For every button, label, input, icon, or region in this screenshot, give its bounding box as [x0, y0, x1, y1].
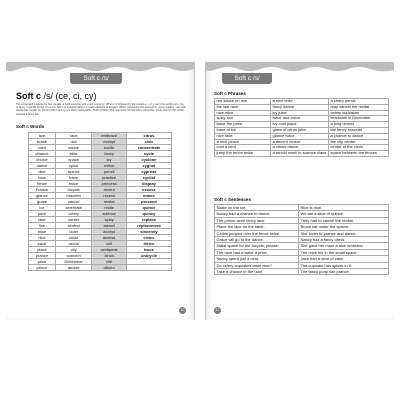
phrase-cell: nice face [215, 133, 271, 139]
word-cell: celery [55, 211, 91, 217]
phrase-cell: space between the fences [329, 151, 389, 157]
phrase-cell: a rancid smell in science class [271, 151, 329, 157]
left-page [6, 62, 195, 320]
phrase-cell: a chance to dance [329, 133, 389, 139]
word-cell: twice [55, 181, 91, 187]
phrase-cell: spicy rice [215, 116, 271, 122]
word-cell: dice [29, 169, 56, 175]
sentence-cell: The mice hid in the small space. [299, 249, 389, 255]
word-cell: glance [29, 193, 56, 199]
word-cell: space [55, 157, 91, 163]
sentence-cell: Skate on the ice. [215, 205, 299, 211]
word-cell: display [126, 181, 171, 187]
word-cell: December [55, 259, 91, 265]
word-cell: price [29, 259, 56, 265]
phrase-cell: a sharp pencil [329, 99, 389, 105]
word-cell: quince [126, 205, 171, 211]
word-cell: pace [29, 241, 56, 247]
word-cell: recent [92, 187, 127, 193]
word-cell: circus [55, 241, 91, 247]
word-cell: bracelet [55, 193, 91, 199]
word-cell: lace [29, 217, 56, 223]
word-cell: embrace [92, 133, 127, 139]
phrase-cell: may cancel the recital [329, 104, 389, 110]
soft-c-words-table [28, 132, 172, 271]
phrase-cell: a nice pencil [215, 139, 271, 145]
sentence-cell: The cupcake has spices in it. [299, 262, 389, 268]
word-cell: proceed [126, 199, 171, 205]
word-cell: decide [55, 265, 91, 271]
word-cell: cyclone [126, 157, 171, 163]
table-row [29, 265, 172, 271]
right-page [205, 62, 394, 320]
words-table-wrap [28, 132, 172, 271]
word-cell: civics [126, 235, 171, 241]
sentence-cell: Nancy has a fancy dress. [299, 237, 389, 243]
word-cell: civic [126, 139, 171, 145]
sentence-cell: The prince wore fancy lace. [215, 217, 299, 223]
phrase-cell: celery cupcakes [329, 110, 389, 116]
title-main: Soft c [16, 91, 42, 101]
sentences-heading: Soft c Sentences [214, 197, 252, 202]
word-cell: pencil [92, 169, 127, 175]
word-cell: cite [92, 259, 127, 265]
open-book-spread [0, 62, 400, 320]
title-pronunciation: /s/ (ce, ci, cy) [43, 91, 97, 101]
word-cell: chance [29, 151, 56, 157]
word-cell: sauce [55, 145, 91, 151]
word-cell: cider [55, 229, 91, 235]
phrase-cell: trace of ice [215, 127, 271, 133]
word-cell: except [92, 139, 127, 145]
word-cell: science [92, 211, 127, 217]
word-cell: sincerely [126, 229, 171, 235]
word-cell: race [55, 133, 91, 139]
phrase-cell: the last race [215, 104, 271, 110]
word-cell: cyclist [126, 175, 171, 181]
phrase-cell: twice the price [215, 122, 271, 128]
word-cell: notice [92, 163, 127, 169]
word-cell: truce [126, 247, 171, 253]
sentence-cell: Take a chance in the race. [215, 269, 299, 275]
phrase-cell: icy cold place [271, 122, 329, 128]
word-cell: replacement [126, 223, 171, 229]
phrase-cell: jump the fence twice [215, 151, 271, 157]
phrase-cell: glass of citrus juice [271, 127, 329, 133]
word-cell: bicycle [55, 187, 91, 193]
word-cell: cycle [126, 151, 171, 157]
phrase-cell: the city center [329, 139, 389, 145]
intro-paragraph: The consonant c stands for two sounds: a hard sound /k/ and a soft sound /s/. When c is followed by the vowels e, i, or y, as in the words cent, city, or fancy, it stands for the /s/ sound. Soft c is a useful pattern to teach students of all ages. When introducing this concept to young readers, start with words that contain ce. Words with ci and cy are often multisyllabic. Teach children this mnemonic to help them remember: Cindy went to the center wearing a fancy hat. [16, 103, 186, 116]
sentence-cell: Jace had a slice of cake. [299, 256, 389, 262]
word-cell: ace [29, 133, 56, 139]
word-cell: cinch [92, 253, 127, 259]
phrase-cell: cost a cent [215, 145, 271, 151]
soft-c-sentences-table [214, 204, 389, 275]
word-cell: rice [55, 139, 91, 145]
word-cell: concentrate [126, 145, 171, 151]
word-cell: mince [126, 193, 171, 199]
word-cell: practice [92, 175, 127, 181]
word-cell: unicycle [126, 253, 171, 259]
word-cell: cypress [126, 169, 171, 175]
phrase-cell: red sauce on rice [215, 99, 271, 105]
sentence-cell: Bruce sat under the spruce. [299, 224, 389, 230]
phrase-cell: center of the circle [329, 145, 389, 151]
word-cell: spruce [55, 169, 91, 175]
phrase-cell: icy juice [271, 110, 329, 116]
phrases-table-wrap [214, 98, 389, 157]
word-cell: excess [126, 187, 171, 193]
section-tab: Soft c /s/ [222, 73, 272, 84]
word-cell: brace [29, 139, 56, 145]
word-cell: slice [55, 151, 91, 157]
word-cell: choice [29, 157, 56, 163]
sentence-cell: The race had a twice a price. [215, 249, 299, 255]
word-cell: circle [55, 235, 91, 241]
word-cell: replace [126, 217, 171, 223]
sentences-table-wrap [214, 204, 389, 275]
words-heading: Soft c Words [16, 124, 45, 129]
phrase-cell: nice mice [215, 110, 271, 116]
word-cell: prince [29, 265, 56, 271]
word-cell: recital [92, 199, 127, 205]
word-cell: face [29, 175, 56, 181]
word-cell: cancel [55, 199, 91, 205]
phrase-cell: a circus dance [271, 145, 329, 151]
sentence-cell: Do celery cupcakes taste nice? [215, 262, 299, 268]
word-cell: thrice [126, 241, 171, 247]
word-cell: citizen [92, 265, 127, 271]
phrase-cell: the fancy bracelet [329, 127, 389, 133]
sentence-cell: Grace will go to the dance. [215, 237, 299, 243]
word-cell: dance [29, 163, 56, 169]
table-row [215, 243, 389, 249]
sentence-cell: Cedric jumped over the fence twice. [215, 230, 299, 236]
word-cell: ice [29, 205, 56, 211]
section-tab: Soft c /s/ [70, 73, 122, 84]
sentence-cell: They had to cancel the recital. [299, 217, 389, 223]
word-cell: France [29, 187, 56, 193]
word-cell: cent [29, 145, 56, 151]
phrase-cell: glance twice [271, 133, 329, 139]
word-cell [126, 265, 171, 271]
word-cell: accept [92, 229, 127, 235]
phrase-cell: celebrate in December [329, 116, 389, 122]
word-cell: spicy [92, 217, 127, 223]
phrase-cell: fancy dance [271, 104, 329, 110]
word-cell: juice [29, 211, 56, 217]
page-number-left: 12 [180, 308, 185, 312]
word-cell: stencil [92, 223, 127, 229]
word-cell: concern [55, 253, 91, 259]
word-cell: nice [29, 235, 56, 241]
word-cell: icy [92, 157, 127, 163]
sentence-cell: She gave her mom a nice embrace. [299, 243, 389, 249]
table-row [215, 151, 389, 157]
word-cell: fence [29, 181, 56, 187]
sentence-cell: We ate a slice of quince. [299, 211, 389, 217]
word-cell: access [92, 235, 127, 241]
phrase-cell: a long recess [329, 122, 389, 128]
word-cell: cell [92, 241, 127, 247]
sentence-cell: Nancy spent just a cent. [215, 256, 299, 262]
word-cell: central [55, 223, 91, 229]
word-cell: trace [55, 175, 91, 181]
word-cell: prance [29, 253, 56, 259]
word-cell: place [29, 247, 56, 253]
phrase-cell: twice and thrice [271, 116, 329, 122]
word-cell: fancy [92, 151, 127, 157]
soft-c-phrases-table [214, 98, 389, 157]
word-cell: spice [55, 163, 91, 169]
word-cell: cygnet [126, 163, 171, 169]
word-cell: centipede [92, 247, 127, 253]
word-cell: recess [92, 193, 127, 199]
sentence-cell: Rice is nice. [299, 205, 389, 211]
word-cell: recite [92, 205, 127, 211]
word-cell: excite [92, 145, 127, 151]
word-cell: celebrate [55, 205, 91, 211]
sentence-cell: Make space for the bicycle, please. [215, 243, 299, 249]
word-cell: princess [92, 181, 127, 187]
phrase-cell: a decent choice [271, 139, 329, 145]
page-title [16, 91, 97, 101]
word-cell: citrus [126, 133, 171, 139]
sentence-cell: The fancy pony can prance. [299, 269, 389, 275]
word-cell: mice [29, 229, 56, 235]
sentence-cell: She loves to prance and dance. [299, 230, 389, 236]
sentence-cell: Nancy had a chance to dance. [215, 211, 299, 217]
phrases-heading: Soft c Phrases [214, 91, 246, 96]
page-number-right: 13 [215, 308, 220, 312]
word-cell: lice [29, 223, 56, 229]
word-cell: city [55, 247, 91, 253]
word-cell: grace [29, 199, 56, 205]
word-cell: center [55, 217, 91, 223]
table-row [215, 269, 389, 275]
sentence-cell: Place the lace on the table. [215, 224, 299, 230]
word-cell: quincy [126, 211, 171, 217]
phrase-cell: a nice child [271, 99, 329, 105]
